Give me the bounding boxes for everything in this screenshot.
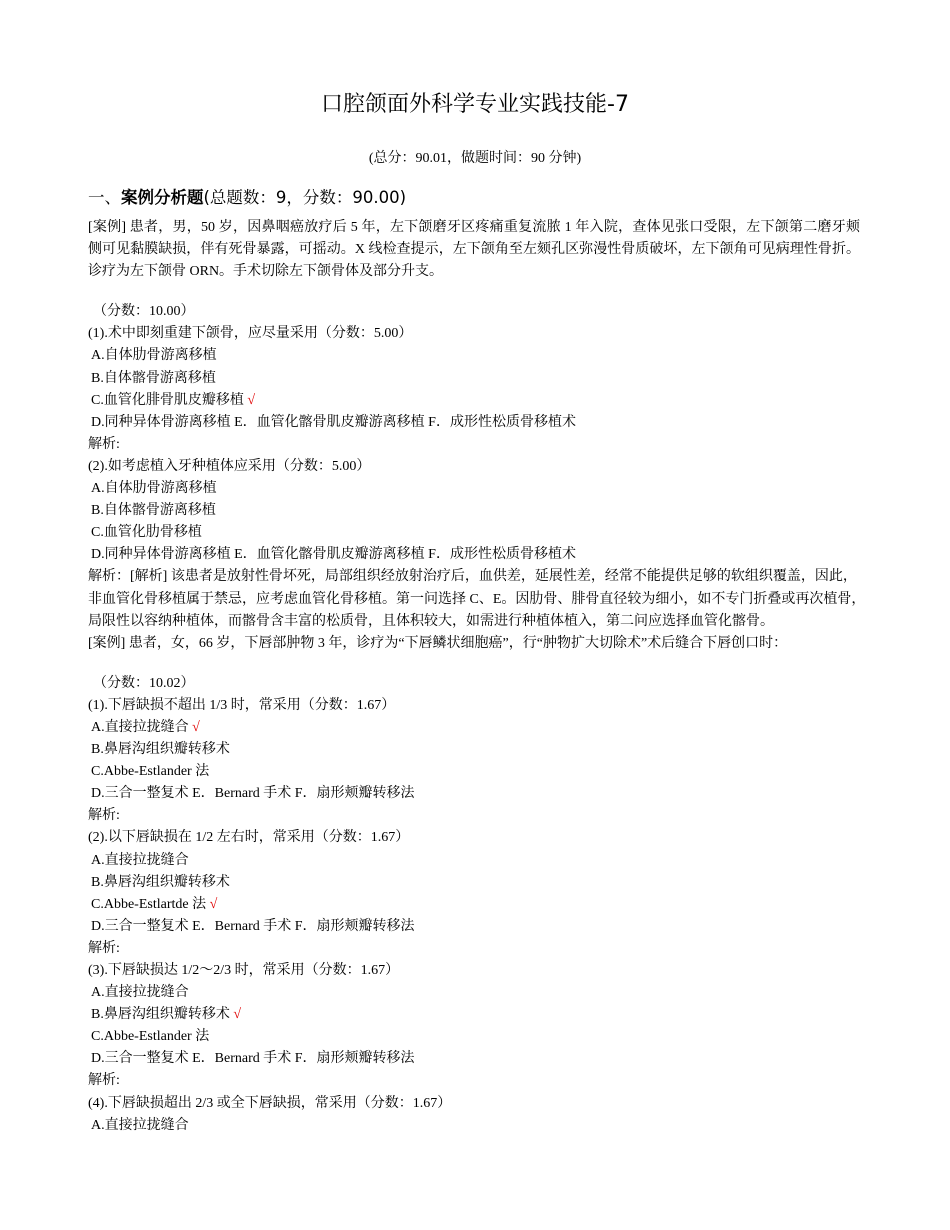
case-description: [案例] 患者，女，66 岁，下唇部肿物 3 年，诊疗为“下唇鳞状细胞癌”，行“肿物扩大切除术”术后缝合下唇创口时： <box>88 635 788 651</box>
answer-option <box>88 390 860 412</box>
option-text: B.鼻唇沟组织瓣转移术 <box>91 742 230 758</box>
case-spacer <box>88 655 860 673</box>
analysis-text: 解析: <box>88 808 120 824</box>
answer-option <box>88 345 860 367</box>
option-text: C.Abbe-Estlander 法 <box>91 764 210 780</box>
case-spacer <box>88 283 860 301</box>
analysis-text: 局限性以容纳种植体，而髂骨含丰富的松质骨，且体积较大，如需进行种植体植入，第二问应选择血管化髂骨。 <box>88 613 774 629</box>
answer-option <box>88 1048 860 1070</box>
case-description: [案例] 患者，男，50 岁，因鼻咽癌放疗后 5 年，左下颌磨牙区疼痛重复流脓 1 年入院，查体见张口受限，左下颌第二磨牙颊侧可见黏膜缺损，伴有死骨暴露，可摇动。X 线检查提示，左下颌角至左颏孔区弥漫性骨质破坏，左下颌角可见病理性骨折。诊疗为左下颌骨 ORN。手术切除左下颌骨体及部分升支。 <box>88 220 860 280</box>
correct-check-mark: √ <box>233 1007 242 1023</box>
answer-option <box>88 1004 860 1026</box>
answer-option <box>88 544 860 566</box>
analysis-text: 解析: <box>88 940 120 956</box>
correct-check-mark: √ <box>192 719 200 735</box>
section-meta: (总题数：9，分数：90.00) <box>203 188 407 207</box>
option-text: B.自体髂骨游离移植 <box>91 503 216 519</box>
document-subtitle: (总分：90.01，做题时间：90 分钟) <box>368 151 582 166</box>
answer-option <box>88 368 860 390</box>
question-stem: (1).下唇缺损不超出 1/3 时，常采用（分数：1.67） <box>88 697 396 713</box>
section-heading <box>88 186 406 210</box>
answer-option <box>88 916 860 938</box>
option-text: C.血管化腓骨肌皮瓣移植 <box>91 392 244 408</box>
option-text: C.Abbe-Estlander 法 <box>91 1029 210 1045</box>
answer-option <box>88 500 860 522</box>
case-score: （分数：10.02） <box>93 675 195 691</box>
option-text: D.同种异体骨游离移植 E．血管化髂骨肌皮瓣游离移植 F．成形性松质骨移植术 <box>91 547 576 563</box>
section-name: 案例分析题 <box>121 188 204 207</box>
answer-option <box>88 850 860 872</box>
answer-option <box>88 478 860 500</box>
option-text: A.直接拉拢缝合 <box>91 985 189 1001</box>
question-content <box>88 217 866 1137</box>
answer-option <box>88 894 860 916</box>
correct-check-mark: √ <box>247 392 256 408</box>
answer-option <box>88 783 860 805</box>
answer-option <box>88 522 860 544</box>
question-stem: (2).如考虑植入牙种植体应采用（分数：5.00） <box>88 458 371 474</box>
analysis-text: 解析: <box>88 436 120 452</box>
option-text: D.三合一整复术 E．Bernard 手术 F．扇形颊瓣转移法 <box>91 918 415 934</box>
option-text: A.直接拉拢缝合 <box>91 1117 189 1133</box>
question-stem: (1).术中即刻重建下颌骨，应尽量采用（分数：5.00） <box>88 326 413 342</box>
answer-option <box>88 872 860 894</box>
option-text: C.血管化肋骨移植 <box>91 525 202 541</box>
option-text: A.直接拉拢缝合 <box>91 719 189 735</box>
option-text: A.自体肋骨游离移植 <box>91 481 217 497</box>
option-text: A.直接拉拢缝合 <box>91 852 189 868</box>
option-text: D.三合一整复术 E．Bernard 手术 F．扇形颊瓣转移法 <box>91 1051 415 1067</box>
section-prefix: 一、 <box>88 188 121 207</box>
option-text: B.自体髂骨游离移植 <box>91 370 216 386</box>
answer-option <box>88 739 860 761</box>
answer-option <box>88 412 860 434</box>
question-stem: (3).下唇缺损达 1/2～2/3 时，常采用（分数：1.67） <box>88 963 400 978</box>
analysis-text: 非血管化骨移植属于禁忌，应考虑血管化骨移植。第一问选择 C、E。因肋骨、腓骨直径较为细小，如不专门折叠或再次植骨， <box>88 591 866 607</box>
option-text: A.自体肋骨游离移植 <box>91 348 217 364</box>
option-text: C.Abbe-Estlartde 法 <box>91 896 207 912</box>
option-text: B.鼻唇沟组织瓣转移术 <box>91 874 230 890</box>
analysis-text: 解析: <box>88 1073 120 1089</box>
answer-option <box>88 982 860 1004</box>
answer-option <box>88 1026 860 1048</box>
case-score: （分数：10.00） <box>93 304 195 320</box>
option-text: D.三合一整复术 E．Bernard 手术 F．扇形颊瓣转移法 <box>91 786 415 802</box>
answer-option <box>88 717 860 739</box>
analysis-text: 解析：[解析] 该患者是放射性骨坏死，局部组织经放射治疗后，血供差，延展性差，经常不能提供足够的软组织覆盖，因此， <box>88 569 857 585</box>
answer-option <box>88 1115 860 1137</box>
correct-check-mark: √ <box>209 896 218 912</box>
option-text: D.同种异体骨游离移植 E．血管化髂骨肌皮瓣游离移植 F．成形性松质骨移植术 <box>91 414 576 430</box>
answer-option <box>88 761 860 783</box>
question-stem: (4).下唇缺损超出 2/3 或全下唇缺损，常采用（分数：1.67） <box>88 1095 452 1111</box>
question-stem: (2).以下唇缺损在 1/2 左右时，常采用（分数：1.67） <box>88 830 410 846</box>
option-text: B.鼻唇沟组织瓣转移术 <box>91 1007 230 1023</box>
document-title: 口腔颌面外科学专业实践技能-7 <box>321 92 629 117</box>
